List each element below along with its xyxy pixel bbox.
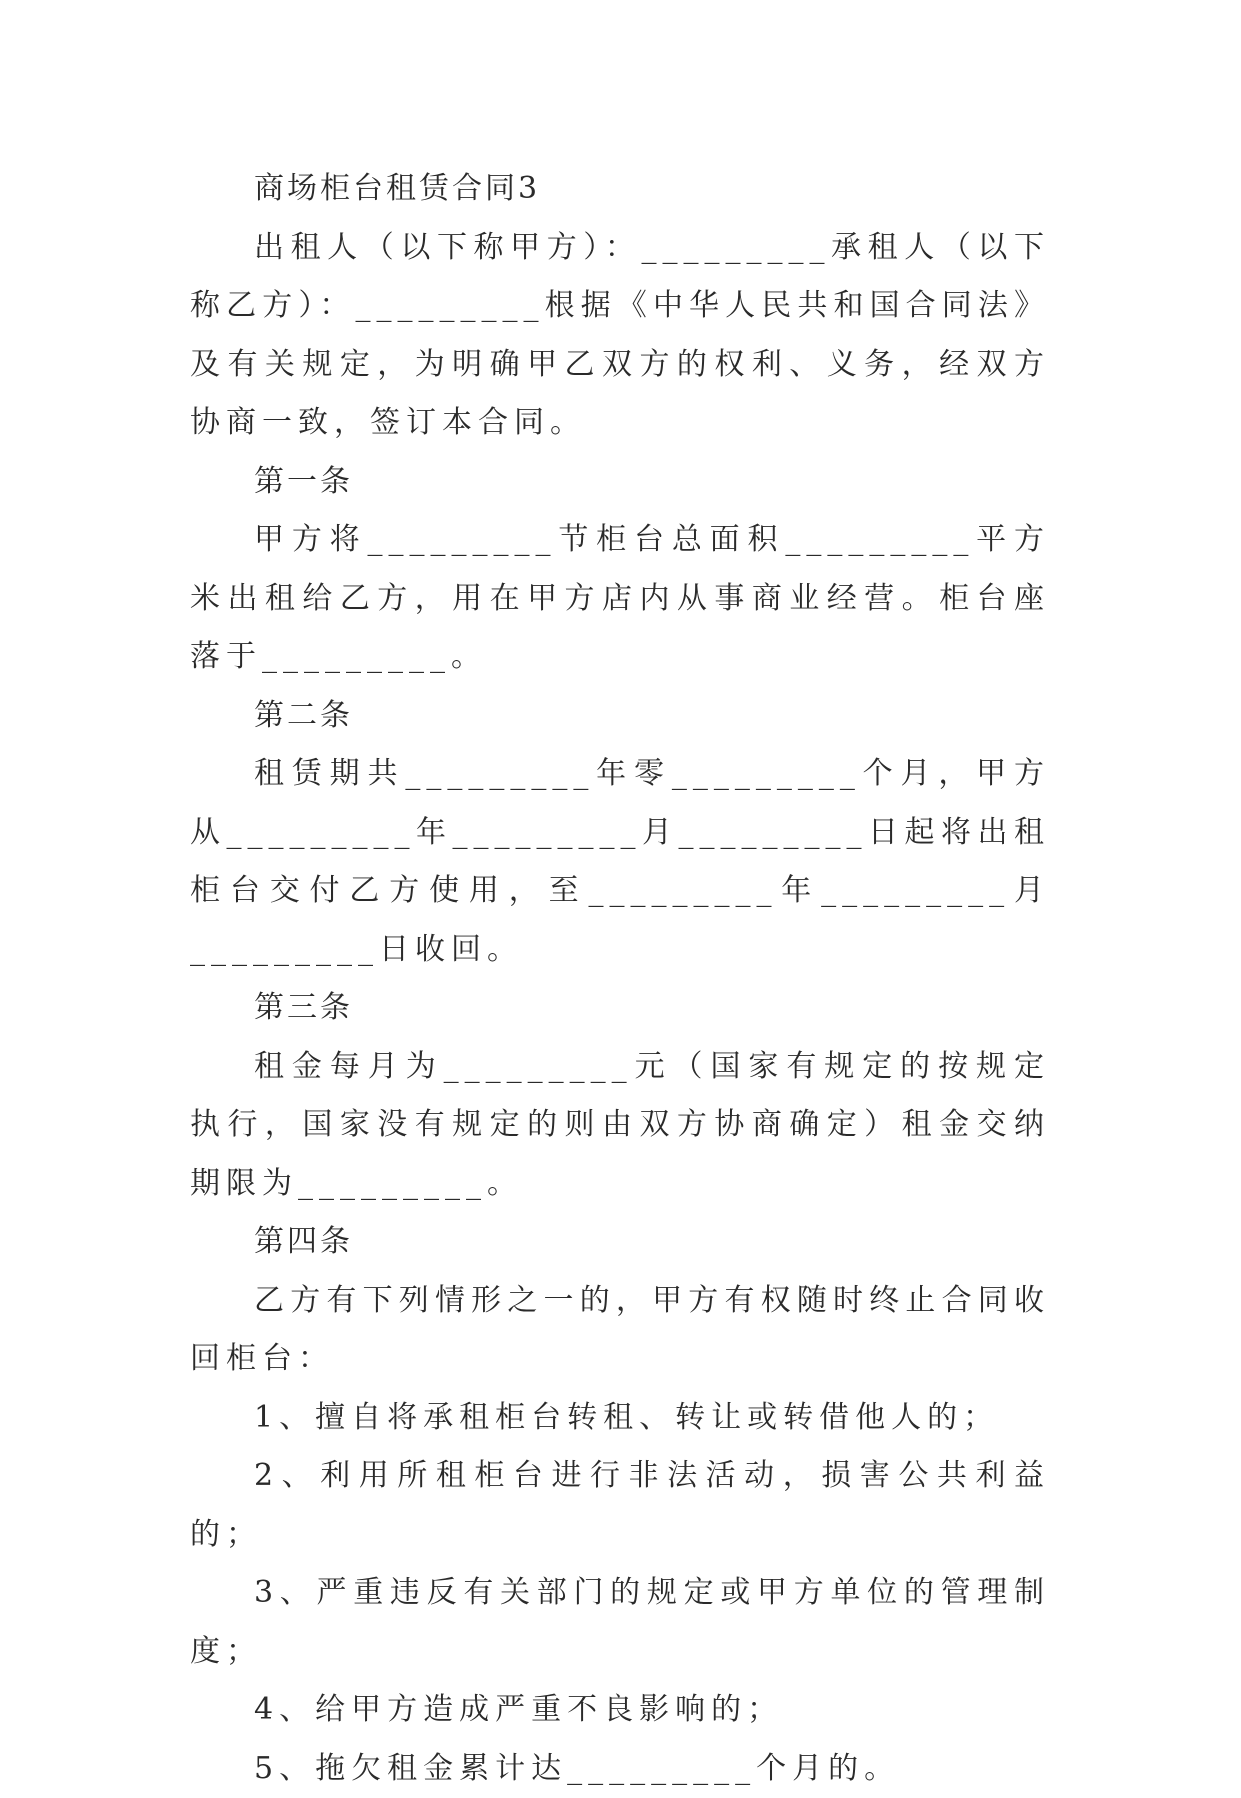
article-1-heading: 第一条 (190, 453, 1050, 512)
article-3-paragraph: 租金每月为_________元（国家有规定的按规定执行，国家没有规定的则由双方协商确定）租金交纳期限为_________。 (190, 1038, 1050, 1214)
preamble-paragraph: 出租人（以下称甲方）：_________承租人（以下称乙方）：_________根据《中华人民共和国合同法》及有关规定，为明确甲乙双方的权利、义务，经双方协商一致，签订本合同。 (190, 219, 1050, 453)
list-item: 4、给甲方造成严重不良影响的； (190, 1681, 1050, 1740)
list-item: 1、擅自将承租柜台转租、转让或转借他人的； (190, 1389, 1050, 1448)
list-item: 3、严重违反有关部门的规定或甲方单位的管理制度； (190, 1564, 1050, 1681)
article-1-paragraph: 甲方将_________节柜台总面积_________平方米出租给乙方，用在甲方店内从事商业经营。柜台座落于_________。 (190, 511, 1050, 687)
list-item: 5、拖欠租金累计达_________个月的。 (190, 1740, 1050, 1798)
article-2-heading: 第二条 (190, 687, 1050, 746)
article-4-heading: 第四条 (190, 1213, 1050, 1272)
article-4-paragraph: 乙方有下列情形之一的，甲方有权随时终止合同收回柜台： (190, 1272, 1050, 1389)
contract-page (190, 160, 1050, 1798)
article-3-heading: 第三条 (190, 979, 1050, 1038)
list-item: 2、利用所租柜台进行非法活动，损害公共利益的； (190, 1447, 1050, 1564)
article-2-paragraph: 租赁期共_________年零_________个月，甲方从_________年_________月_________日起将出租柜台交付乙方使用，至_________年_________月_________日收回。 (190, 745, 1050, 979)
contract-title: 商场柜台租赁合同3 (190, 160, 1050, 219)
